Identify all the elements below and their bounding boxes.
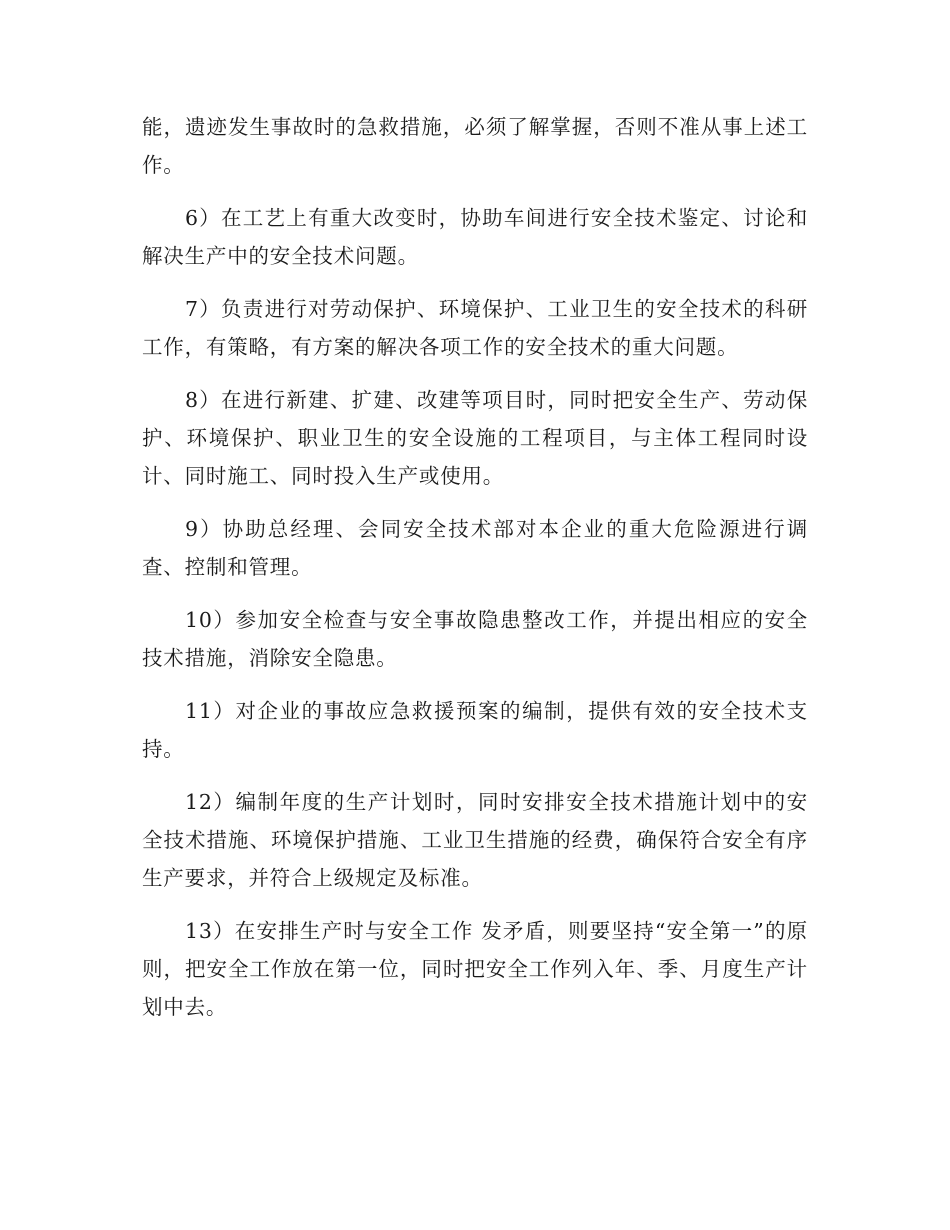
list-item-10: 10）参加安全检查与安全事故隐患整改工作，并提出相应的安全技术措施，消除安全隐患。 [142, 608, 808, 670]
list-item-7: 7）负责进行对劳动保护、环境保护、工业卫生的安全技术的科研工作，有策略，有方案的解决各项工作的安全技术的重大问题。 [142, 297, 808, 359]
paragraph-continued: 能，遗迹发生事故时的急救措施，必须了解掌握，否则不准从事上述工作。 [142, 115, 808, 177]
list-item-6: 6）在工艺上有重大改变时，协助车间进行安全技术鉴定、讨论和解决生产中的安全技术问题。 [142, 206, 808, 268]
list-item-11: 11）对企业的事故应急救援预案的编制，提供有效的安全技术支持。 [142, 699, 808, 761]
list-item-12: 12）编制年度的生产计划时，同时安排安全技术措施计划中的安全技术措施、环境保护措施、工业卫生措施的经费，确保符合安全有序生产要求，并符合上级规定及标准。 [142, 790, 808, 890]
list-item-9: 9）协助总经理、会同安全技术部对本企业的重大危险源进行调查、控制和管理。 [142, 517, 808, 579]
document-body [142, 108, 808, 1041]
list-item-8: 8）在进行新建、扩建、改建等项目时，同时把安全生产、劳动保护、环境保护、职业卫生的安全设施的工程项目，与主体工程同时设计、同时施工、同时投入生产或使用。 [142, 388, 808, 488]
list-item-13: 13）在安排生产时与安全工作 发矛盾，则要坚持“安全第一”的原则，把安全工作放在第一位，同时把安全工作列入年、季、月度生产计划中去。 [142, 919, 808, 1019]
